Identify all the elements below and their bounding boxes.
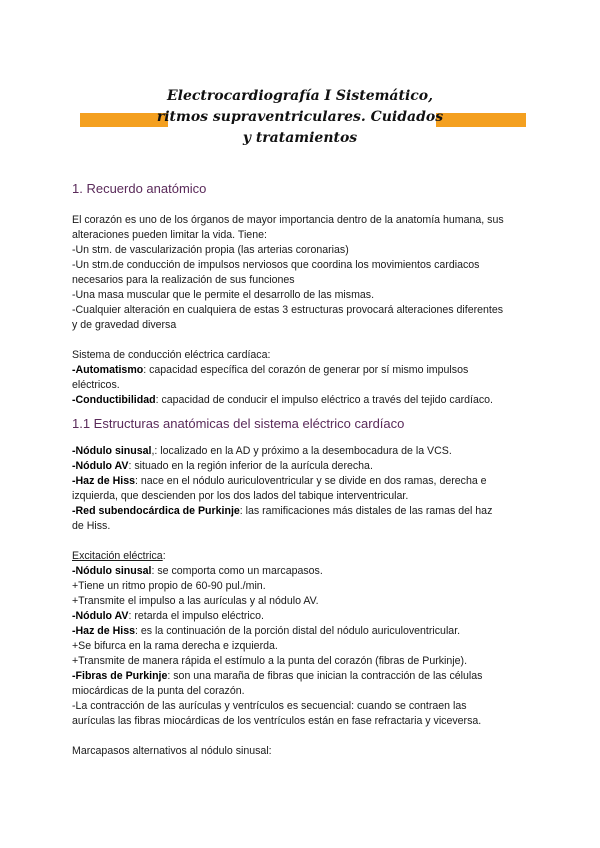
subheading-line [72,549,532,564]
definition-line [72,393,532,408]
subheading-colon: : [162,550,166,562]
definition-text: ,: localizado en la AD y próximo a la desembocadura de la VCS. [151,445,452,457]
definition-text: : capacidad de conducir el impulso eléctrico a través del tejido cardíaco. [155,394,493,406]
definition-line [72,564,532,579]
definition-line [72,363,532,378]
term: -Nódulo sinusal [72,445,152,457]
sub-item: +Se bifurca en la rama derecha e izquierda. [72,640,278,652]
definition-continuation: eléctricos. [72,379,120,391]
definition-continuation: izquierda, que descienden por los dos lados del tabique interventricular. [72,490,409,502]
term: -Haz de Hiss [72,625,135,637]
definition-line [72,504,532,519]
definition-line [72,669,532,684]
term: -Fibras de Purkinje [72,670,168,682]
paragraph-line: El corazón es uno de los órganos de mayor importancia dentro de la anatomía humana, sus [72,214,504,226]
title-line: Electrocardiografía I Sistemático, [166,88,434,104]
term: -Nódulo AV [72,460,129,472]
definition-line [72,624,532,639]
subheading-excitacion: Excitación eléctrica [72,550,163,562]
paragraph-line: -La contracción de las aurículas y ventrículos es secuencial: cuando se contraen las [72,700,467,712]
list-item: -Una masa muscular que le permite el desarrollo de las mismas. [72,289,375,301]
section-heading-estructuras: 1.1 Estructuras anatómicas del sistema eléctrico cardíaco [72,416,405,431]
paragraph-line: Sistema de conducción eléctrica cardíaca: [72,349,271,361]
definition-text: : nace en el nódulo auriculoventricular y se divide en dos ramas, derecha e [135,475,487,487]
sub-item: +Transmite de manera rápida el estímulo a la punta del corazón (fibras de Purkinje). [72,655,468,667]
list-item: -Un stm. de vascularización propia (las arterias coronarias) [72,244,349,256]
definition-line [72,444,532,459]
sub-item: +Transmite el impulso a las aurículas y al nódulo AV. [72,595,319,607]
definition-line [72,459,532,474]
sub-item: +Tiene un ritmo propio de 60-90 pul./min. [72,580,266,592]
list-item: -Cualquier alteración en cualquiera de estas 3 estructuras provocará alteraciones diferentes [72,304,504,316]
title-line: y tratamientos [242,130,358,146]
list-item-continuation: y de gravedad diversa [72,319,177,331]
paragraph-line: aurículas las fibras miocárdicas de los ventrículos están en fase refractaria y viceversa. [72,715,482,727]
paragraph-line: alteraciones pueden limitar la vida. Tiene: [72,229,267,241]
list-item: -Un stm.de conducción de impulsos nerviosos que coordina los movimientos cardiacos [72,259,480,271]
term: -Nódulo AV [72,610,129,622]
definition-continuation: miocárdicas de la punta del corazón. [72,685,245,697]
definition-line [72,609,532,624]
definition-text: : las ramificaciones más distales de las ramas del haz [239,505,493,517]
document-title [140,86,460,149]
paragraph-line: Marcapasos alternativos al nódulo sinusal: [72,745,272,757]
term: -Automatismo [72,364,144,376]
definition-line [72,474,532,489]
term: -Conductibilidad [72,394,156,406]
definition-text: : capacidad específica del corazón de generar por sí mismo impulsos [143,364,469,376]
definition-text: : se comporta como un marcapasos. [151,565,323,577]
definition-text: : retarda el impulso eléctrico. [128,610,264,622]
term: -Nódulo sinusal [72,565,152,577]
definition-text: : es la continuación de la porción distal del nódulo auriculoventricular. [135,625,461,637]
section-heading-recuerdo: 1. Recuerdo anatómico [72,181,207,196]
definition-text: : situado en la región inferior de la aurícula derecha. [128,460,373,472]
definition-continuation: de Hiss. [72,520,111,532]
list-item-continuation: necesarios para la realización de sus funciones [72,274,295,286]
definition-text: : son una maraña de fibras que inician la contracción de las células [167,670,483,682]
title-line: ritmos supraventriculares. Cuidados [156,109,444,125]
document-body [72,181,532,759]
term: -Haz de Hiss [72,475,135,487]
term: -Red subendocárdica de Purkinje [72,505,240,517]
